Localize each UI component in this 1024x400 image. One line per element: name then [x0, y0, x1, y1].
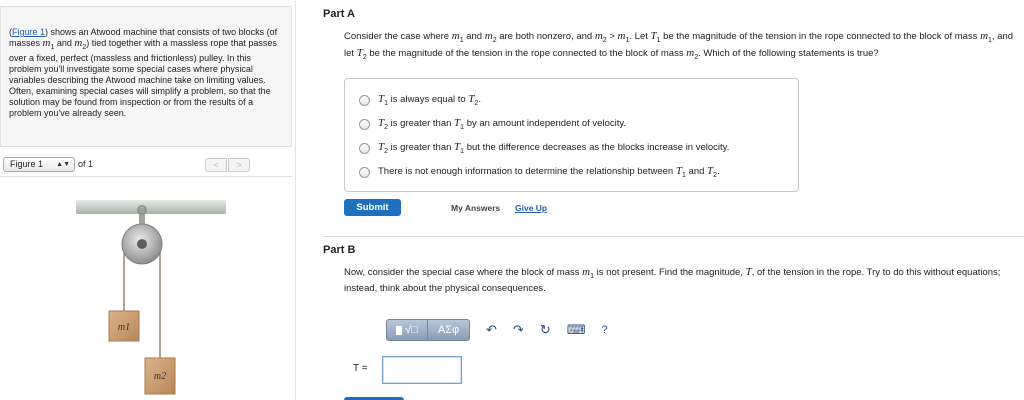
- previous-figure-button[interactable]: <: [205, 158, 227, 172]
- figure-select[interactable]: Figure 1 ▲▼: [3, 157, 75, 172]
- pulley-axle: [137, 239, 147, 249]
- problem-panel: [0, 0, 294, 400]
- radio-button[interactable]: [359, 143, 370, 154]
- part-a-submit-button[interactable]: Submit: [344, 199, 401, 216]
- problem-statement-box: [0, 6, 292, 147]
- my-answers-link[interactable]: My Answers: [451, 203, 501, 213]
- choice-4-label: There is not enough information to determine the relationship between $T_1$ and $T_2$.: [378, 165, 720, 179]
- t-answer-input[interactable]: [382, 356, 462, 384]
- choice-3-label: $T_2$ is greater than $T_1$ but the difference decreases as the blocks increase in velocity.: [378, 141, 730, 155]
- part-b-title: Part B: [323, 244, 356, 256]
- figure-navigation: [0, 155, 292, 177]
- answer-choices: [344, 78, 799, 192]
- keyboard-icon[interactable]: ⌨: [566, 322, 586, 337]
- block-m2-label: m2: [153, 371, 167, 382]
- radio-button[interactable]: [359, 167, 370, 178]
- templates-button[interactable]: [386, 319, 428, 341]
- give-up-link[interactable]: Give Up: [515, 203, 548, 213]
- atwood-machine-figure: [70, 196, 230, 400]
- symbols-button[interactable]: ΑΣφ: [428, 319, 470, 341]
- sqrt-icon: √□: [405, 324, 418, 336]
- math-toolbar: [386, 318, 608, 342]
- template-box-icon: [396, 326, 402, 335]
- redo-icon[interactable]: ↷: [512, 322, 524, 337]
- questions-panel: [296, 0, 1024, 400]
- choice-4[interactable]: [359, 164, 720, 180]
- choice-1[interactable]: [359, 92, 481, 108]
- ceiling-beam: [76, 200, 226, 214]
- radio-button[interactable]: [359, 95, 370, 106]
- part-b-question: Now, consider the special case where the block of mass $m_1$ is not present. Find the magnitude, T, of the tension in the rope. Try to do this without equations; instead, think about the physical consequences.: [344, 266, 1001, 294]
- t-input-label: T =: [353, 363, 368, 374]
- part-a-question: Consider the case where $m_1$ and $m_2$ are both nonzero, and $m_2 > m_1$. Let $T_1$ be the magnitude of the tension in the rope connected to the block of mass $m_1$, and let $T_2$ be the magnitude of the tension in the rope connected to the block of mass $m_2$. Which of the following statements is true?: [344, 30, 1014, 61]
- part-separator: [323, 236, 1024, 237]
- undo-icon[interactable]: ↶: [486, 322, 497, 337]
- choice-1-label: $T_1$ is always equal to $T_2$.: [378, 93, 481, 107]
- select-arrows-icon: ▲▼: [56, 161, 70, 168]
- problem-statement: (Figure 1) shows an Atwood machine that consists of two blocks (of masses $m_1$ and $m_2$) tied together with a massless rope that passes over a fixed, perfect (massless and frictionless) pulley. In this problem you'll investigate some special cases where physical variables describing the Atwood machine take on limiting values. Often, examining special cases will simplify a problem, so that the solution may be found from inspection or from the results of a problem you've already seen.: [9, 27, 278, 118]
- block-m1-label: m1: [117, 322, 131, 333]
- choice-2-label: $T_2$ is greater than $T_1$ by an amount independent of velocity.: [378, 117, 627, 131]
- help-button[interactable]: ?: [601, 324, 608, 336]
- radio-button[interactable]: [359, 119, 370, 130]
- choice-3[interactable]: [359, 140, 729, 156]
- part-a-title: Part A: [323, 8, 355, 20]
- choice-2[interactable]: [359, 116, 626, 132]
- figure-link[interactable]: Figure 1: [12, 27, 46, 37]
- figure-count: of 1: [78, 159, 94, 169]
- reset-icon[interactable]: ↻: [539, 322, 551, 337]
- next-figure-button[interactable]: >: [228, 158, 250, 172]
